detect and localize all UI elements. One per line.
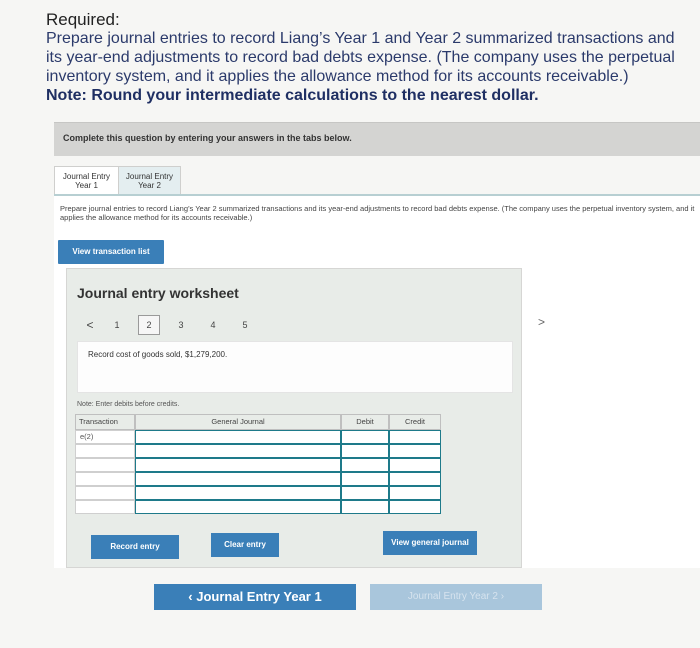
account-input[interactable]: [135, 500, 341, 514]
account-input[interactable]: [135, 444, 341, 458]
table-row: [75, 472, 441, 486]
worksheet-title: Journal entry worksheet: [77, 285, 239, 301]
page-1[interactable]: 1: [114, 320, 120, 330]
debit-input[interactable]: [341, 472, 389, 486]
account-input[interactable]: [135, 430, 341, 444]
debit-input[interactable]: [341, 458, 389, 472]
page-5[interactable]: 5: [242, 320, 248, 330]
debit-input[interactable]: [341, 500, 389, 514]
view-general-journal-button[interactable]: View general journal: [383, 531, 477, 555]
required-body: Prepare journal entries to record Liang’s Year 1 and Year 2 summarized transactions and its year-end adjustments to record bad debts expense. (The company uses the perpetual inventory system, and it applies the allowance method for its accounts receivable.): [46, 30, 675, 85]
worksheet-pager: [79, 315, 261, 335]
credit-input[interactable]: [389, 500, 441, 514]
header-debit: Debit: [341, 414, 389, 430]
table-row: [75, 444, 441, 458]
table-row: [75, 500, 441, 514]
pager-next-icon[interactable]: >: [537, 315, 545, 329]
credit-input[interactable]: [389, 430, 441, 444]
journal-entry-worksheet: [66, 268, 545, 568]
debits-note: Note: Enter debits before credits.: [77, 401, 180, 408]
tab-journal-entry-year-1[interactable]: [54, 166, 119, 196]
question-bar: [54, 122, 700, 156]
table-row: [75, 486, 441, 500]
tab-label-line2: Year 2: [138, 181, 161, 190]
tab-label-line1: Journal Entry: [125, 172, 174, 181]
question-bar-text: Complete this question by entering your answers in the tabs below.: [63, 133, 352, 143]
tab-label-line1: Journal Entry: [62, 172, 111, 181]
journal-table-header: [75, 414, 441, 430]
page-4[interactable]: 4: [210, 320, 216, 330]
debit-input[interactable]: [341, 444, 389, 458]
credit-input[interactable]: [389, 486, 441, 500]
credit-input[interactable]: [389, 444, 441, 458]
debit-input[interactable]: [341, 430, 389, 444]
header-transaction: Transaction: [75, 414, 135, 430]
transaction-cell: [75, 458, 135, 472]
panel-description: Prepare journal entries to record Liang’s Year 2 summarized transactions and its year-end adjustments to record bad debts expense. (The company uses the perpetual inventory system, and it applies the allowance method for its accounts receivable.): [60, 204, 695, 222]
journal-table: [75, 414, 441, 514]
prev-tab-button[interactable]: ‹ Journal Entry Year 1: [154, 584, 356, 610]
transaction-cell: e(2): [75, 430, 135, 444]
page-3[interactable]: 3: [178, 320, 184, 330]
entry-description-box: [77, 341, 513, 393]
header-credit: Credit: [389, 414, 441, 430]
table-row: [75, 458, 441, 472]
pager-prev-icon[interactable]: <: [86, 318, 94, 332]
account-input[interactable]: [135, 458, 341, 472]
transaction-cell: [75, 486, 135, 500]
transaction-cell: [75, 444, 135, 458]
table-row: [75, 430, 441, 444]
next-tab-button[interactable]: Journal Entry Year 2 ›: [370, 584, 542, 610]
required-heading: Required:: [46, 10, 120, 29]
account-input[interactable]: [135, 472, 341, 486]
header-general-journal: General Journal: [135, 414, 341, 430]
view-transaction-list-button[interactable]: View transaction list: [58, 240, 164, 264]
tab-label-line2: Year 1: [75, 181, 98, 190]
transaction-cell: [75, 500, 135, 514]
debit-input[interactable]: [341, 486, 389, 500]
clear-entry-button[interactable]: Clear entry: [211, 533, 279, 557]
page-2[interactable]: 2: [138, 315, 160, 335]
transaction-cell: [75, 472, 135, 486]
instructions: [46, 10, 686, 105]
tab-journal-entry-year-2[interactable]: [118, 166, 181, 196]
entry-description: Record cost of goods sold, $1,279,200.: [88, 350, 228, 359]
credit-input[interactable]: [389, 472, 441, 486]
required-note: Note: Round your intermediate calculations to the nearest dollar.: [46, 87, 539, 104]
record-entry-button[interactable]: Record entry: [91, 535, 179, 559]
tab-panel: [54, 194, 700, 568]
credit-input[interactable]: [389, 458, 441, 472]
account-input[interactable]: [135, 486, 341, 500]
